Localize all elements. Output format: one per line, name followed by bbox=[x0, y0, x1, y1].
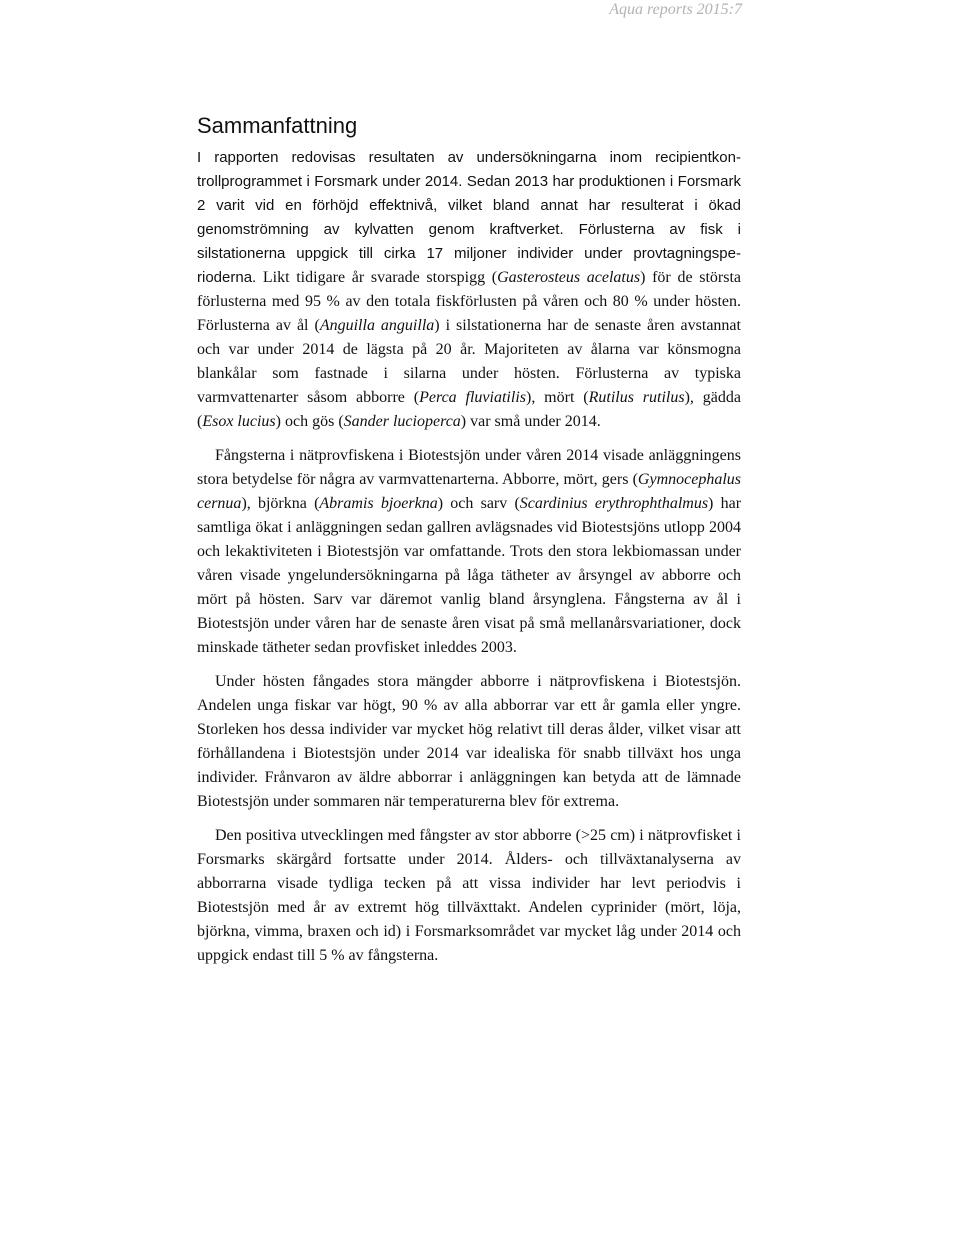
text-run: ) och gös ( bbox=[275, 413, 344, 430]
running-header: Aqua reports 2015:7 bbox=[609, 1, 742, 18]
text-run: ) var små under 2014. bbox=[460, 413, 601, 430]
text-run: Fångsterna i nätprovfiskena i Biotestsjön under våren 2014 visade anläggningens stora betydelse för några av varmvattenarterna. Abborre, mört, gers ( bbox=[197, 447, 741, 488]
text-run: ) har samtliga ökat i anläggningen sedan gallren avlägsnades vid Biotestsjöns utlopp 2004 och lekaktiviteten i Biotestsjön var omfattande. Trots den stora lekbiomassan under våren visade yngelundersökningarna på låga tätheter av årsyngel av abborre och mört på hösten. Sarv var däremot vanlig bland årsynglena. Fångsterna av ål i Biotestsjön under våren har de senaste åren visat på små mellanårsvariationer, dock minskade tätheter sedan provfisket inleddes 2003. bbox=[197, 495, 742, 656]
text-run: Likt tidigare år svarade storspigg ( bbox=[256, 269, 498, 286]
text-run: Under hösten fångades stora mängder abborre i nätprovfiskena i Biotestsjön. Andelen unga fiskar var högt, 90 % av alla abborrar var ett år gamla eller yngre. Storleken hos dessa individer var mycket hög relativt till deras ålder, vilket visar att förhållandena i Biotestsjön under 2014 var idealiska för snabb tillväxt hos unga individer. Frånvaron av äldre abborrar i anläggningen kan betyda att de lämnade Biotestsjön under sommaren när temperaturerna blev för extrema. bbox=[197, 673, 741, 810]
text-run: ), björkna ( bbox=[241, 495, 320, 512]
text-run: Den positiva utvecklingen med fångster av stor abborre (>25 cm) i nätprovfisket i Forsmarks skärgård fortsatte under 2014. Ålders- och tillväxtanalyserna av abborrarna visade tydliga tecken på att vissa individer har levt periodvis i Biotestsjön med år av extremt hög tillväxttakt. Andelen cyprinider (mört, löja, björkna, vimma, braxen och id) i Forsmarksområdet var mycket låg under 2014 och uppgick endast till 5 % av fångsterna. bbox=[197, 827, 741, 964]
summary-paragraph-2 bbox=[197, 444, 741, 660]
text-run: ), mört ( bbox=[525, 389, 589, 406]
species-name: Esox lucius bbox=[202, 413, 276, 430]
species-name: Gymnocephalus cernua bbox=[197, 471, 741, 512]
text-run: I rapporten redovisas resultaten av undersökningarna inom recipientkontrollprogrammet i Forsmark under 2014. Sedan 2013 har produktionen i Forsmark 2 varit vid en förhöjd effektnivå, vilket bland annat har resulterat i ökad genomströmning av kylvatten genom kraftverket. Förlusterna av fisk i silstationerna uppgick till cirka 17 miljoner individer under provtagningsperioderna. bbox=[197, 149, 741, 286]
species-name: Scardinius erythrophthalmus bbox=[519, 495, 709, 512]
species-name: Anguilla anguilla bbox=[319, 317, 435, 334]
species-name: Sander lucioperca bbox=[343, 413, 461, 430]
text-run: ) och sarv ( bbox=[437, 495, 520, 512]
species-name: Abramis bjoerkna bbox=[319, 495, 438, 512]
section-heading: Sammanfattning bbox=[197, 113, 358, 138]
summary-paragraph-1 bbox=[197, 146, 741, 434]
species-name: Perca fluviatilis bbox=[419, 389, 526, 406]
text-run: ) för de största förlusterna med 95 % av den totala fiskförlusten på våren och 80 % under hösten. Förlusterna av ål ( bbox=[197, 269, 742, 334]
text-run: ) i silstationerna har de senaste åren avstannat och var under 2014 de lägsta på 20 år. Majoriteten av ålarna var könsmogna blankålar som fastnade i silarna under hösten. Förlusterna av typiska varmvattenarter såsom abborre ( bbox=[197, 317, 741, 406]
text-run: ), gädda ( bbox=[197, 389, 741, 430]
species-name: Rutilus rutilus bbox=[588, 389, 685, 406]
summary-paragraph-3 bbox=[197, 670, 741, 814]
species-name: Gasterosteus acelatus bbox=[497, 269, 641, 286]
summary-section bbox=[197, 110, 741, 968]
summary-paragraph-4 bbox=[197, 824, 741, 968]
